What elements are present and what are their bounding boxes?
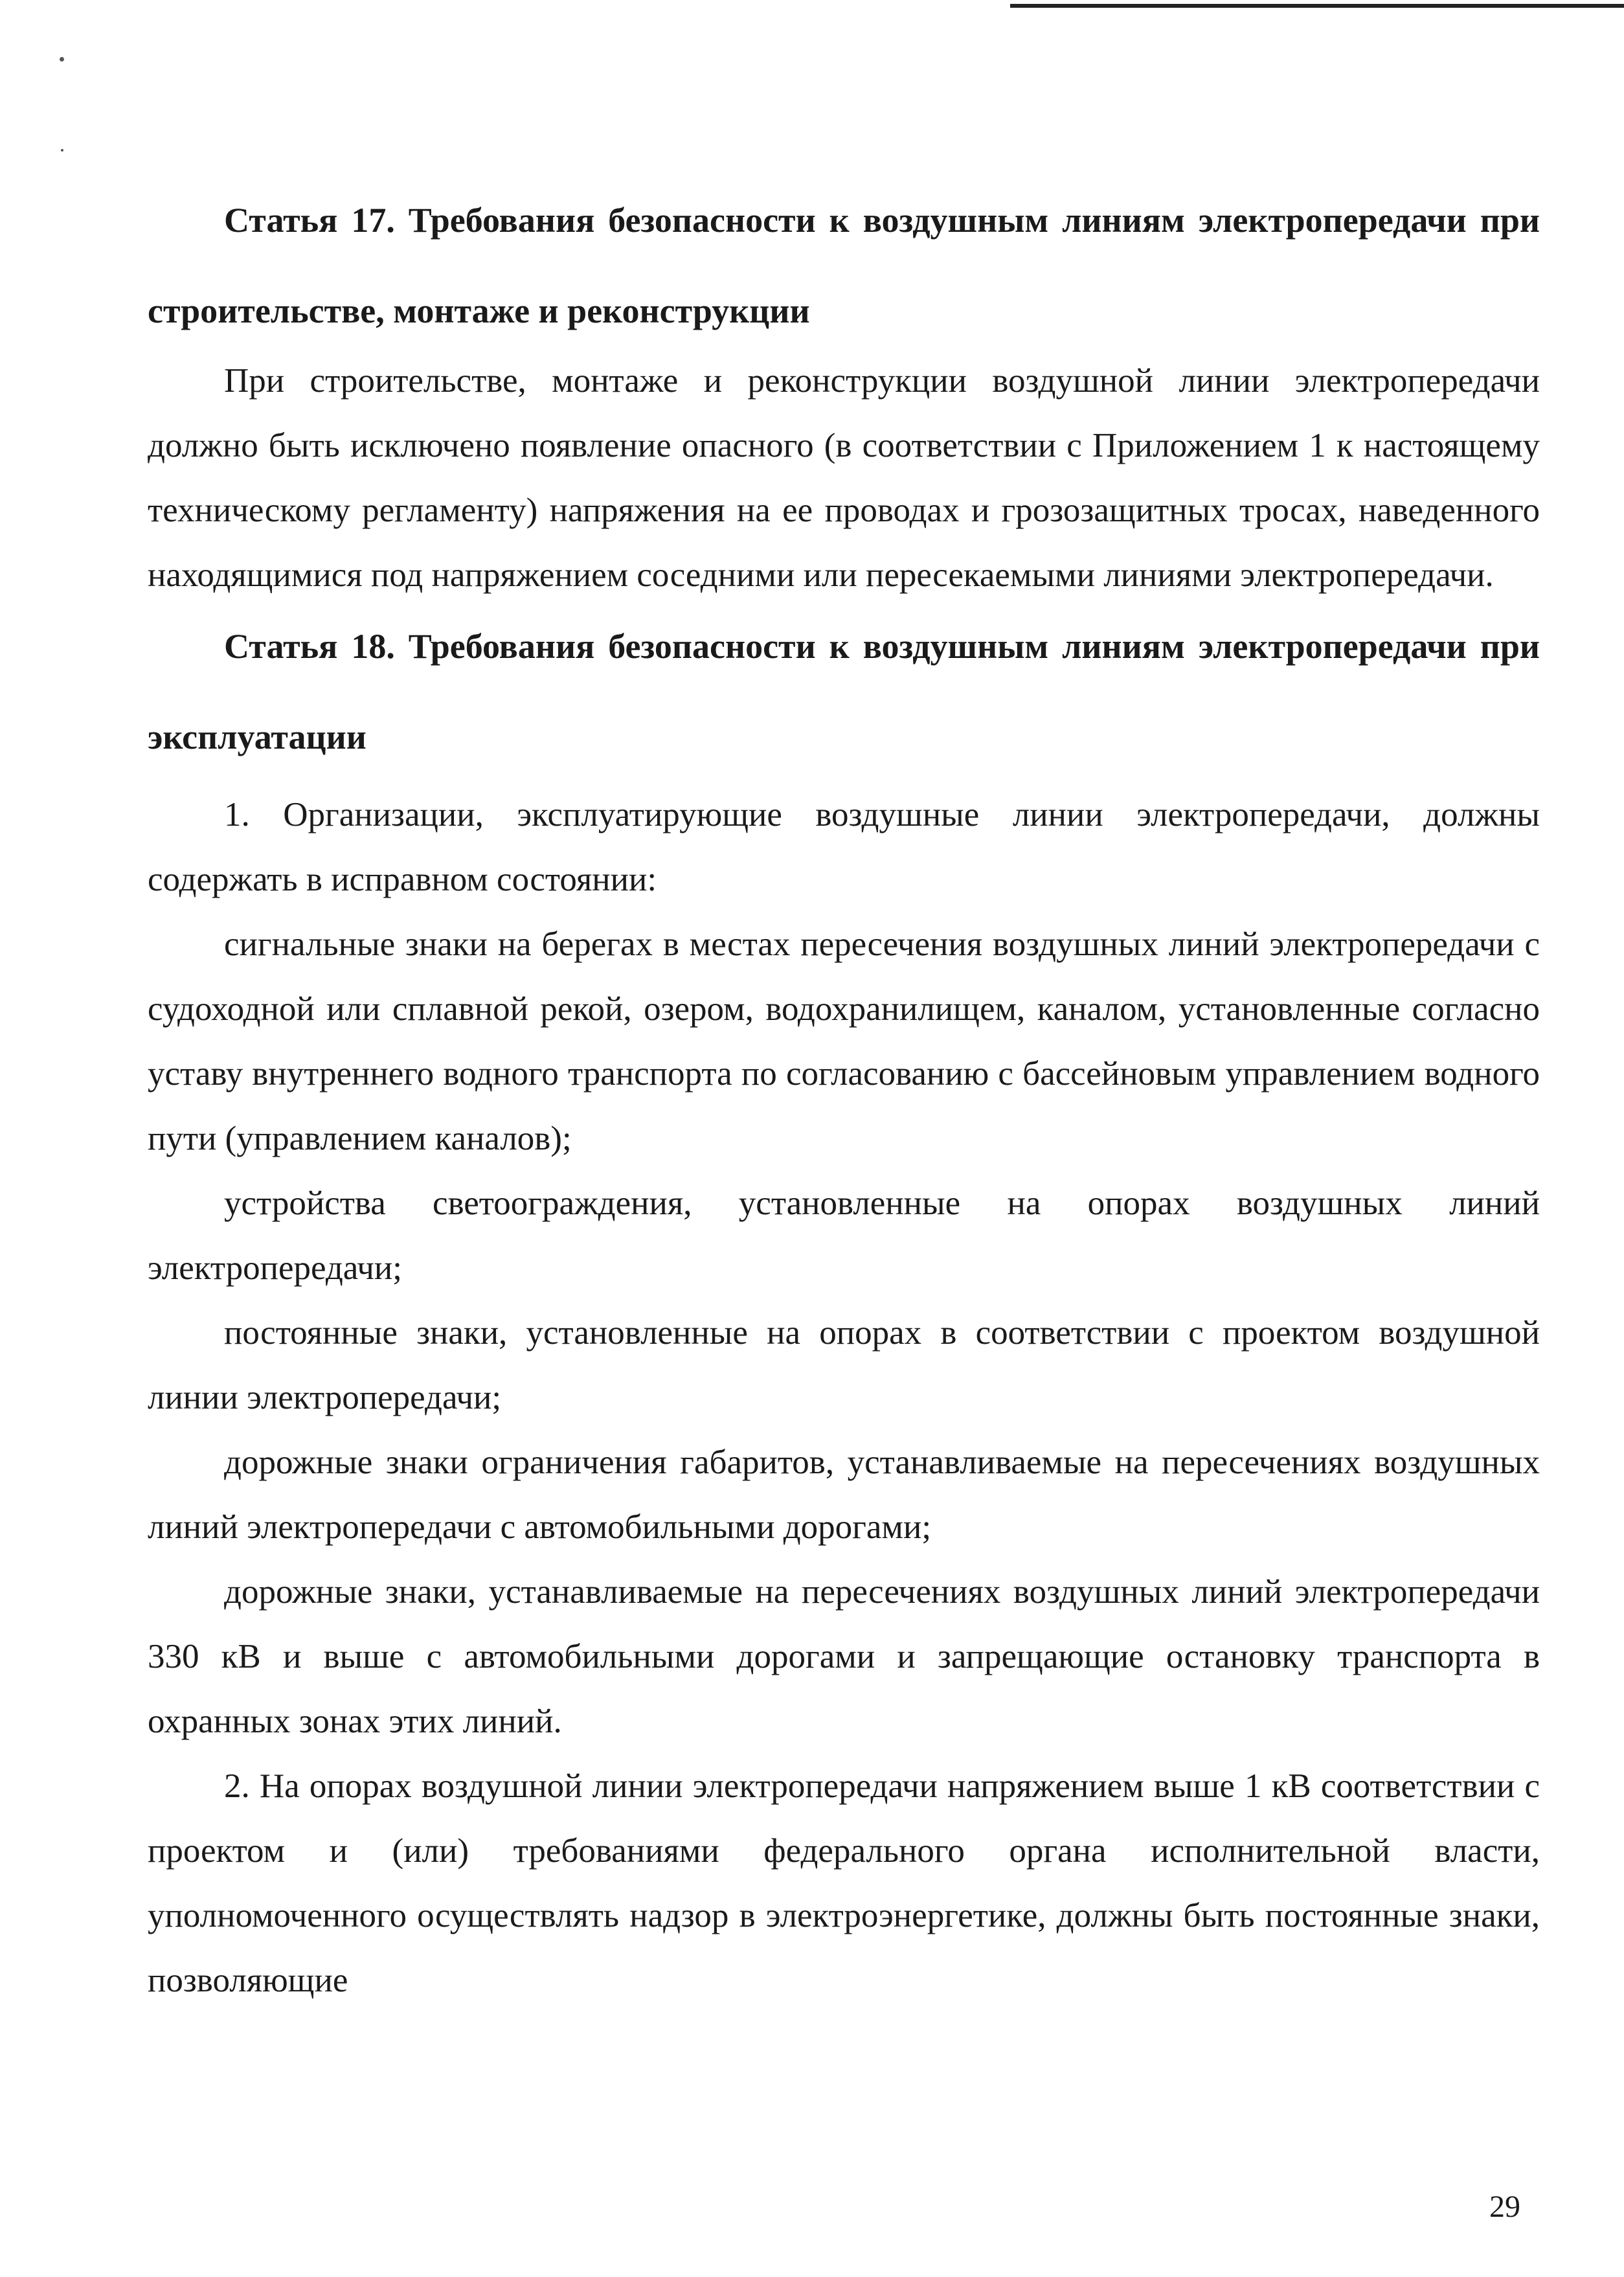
scan-edge-line: [1010, 4, 1624, 8]
scan-speck: [60, 57, 64, 62]
document-body: [148, 175, 1540, 2013]
article-17-heading: Статья 17. Требования безопасности к воздушным линиям электропередачи при строительстве, монтаже и реконструкции: [148, 201, 1540, 330]
article-18-paragraph: постоянные знаки, установленные на опорах в соответствии с проектом воздушной линии электропередачи;: [148, 1314, 1540, 1416]
article-18-paragraph: сигнальные знаки на берегах в местах пересечения воздушных линий электропередачи с судоходной или сплавной рекой, озером, водохранилищем, каналом, установленные согласно уставу внутреннего водного транспорта по согласованию с бассейновым управлением водного пути (управлением каналов);: [148, 925, 1540, 1157]
article-18-paragraph: устройства светоограждения, установленные на опорах воздушных линий электропередачи;: [148, 1184, 1540, 1287]
article-17-text: При строительстве, монтаже и реконструкции воздушной линии электропередачи должно быть исключено появление опасного (в соответствии с Приложением 1 к настоящему техническому регламенту) напряжения на ее проводах и грозозащитных тросах, наведенного находящимися под напряжением соседними или пересекаемыми линиями электропередачи.: [148, 362, 1540, 594]
article-18-paragraph: дорожные знаки ограничения габаритов, устанавливаемые на пересечениях воздушных линий электропередачи с автомобильными дорогами;: [148, 1444, 1540, 1546]
article-18-paragraph: дорожные знаки, устанавливаемые на пересечениях воздушных линий электропередачи 330 кВ и выше с автомобильными дорогами и запрещающие остановку транспорта в охранных зонах этих линий.: [148, 1573, 1540, 1740]
scan-speck: [61, 149, 63, 152]
page-number: 29: [1489, 2190, 1520, 2224]
article-18-paragraph: 2. На опорах воздушной линии электропередачи напряжением выше 1 кВ соответствии с проектом и (или) требованиями федерального органа исполнительной власти, уполномоченного осуществлять надзор в электроэнергетике, должны быть постоянные знаки, позволяющие: [148, 1767, 1540, 1999]
article-18-heading: Статья 18. Требования безопасности к воздушным линиям электропередачи при эксплуатации: [148, 627, 1540, 756]
article-18-paragraph: 1. Организации, эксплуатирующие воздушные линии электропередачи, должны содержать в исправном состоянии:: [148, 796, 1540, 898]
